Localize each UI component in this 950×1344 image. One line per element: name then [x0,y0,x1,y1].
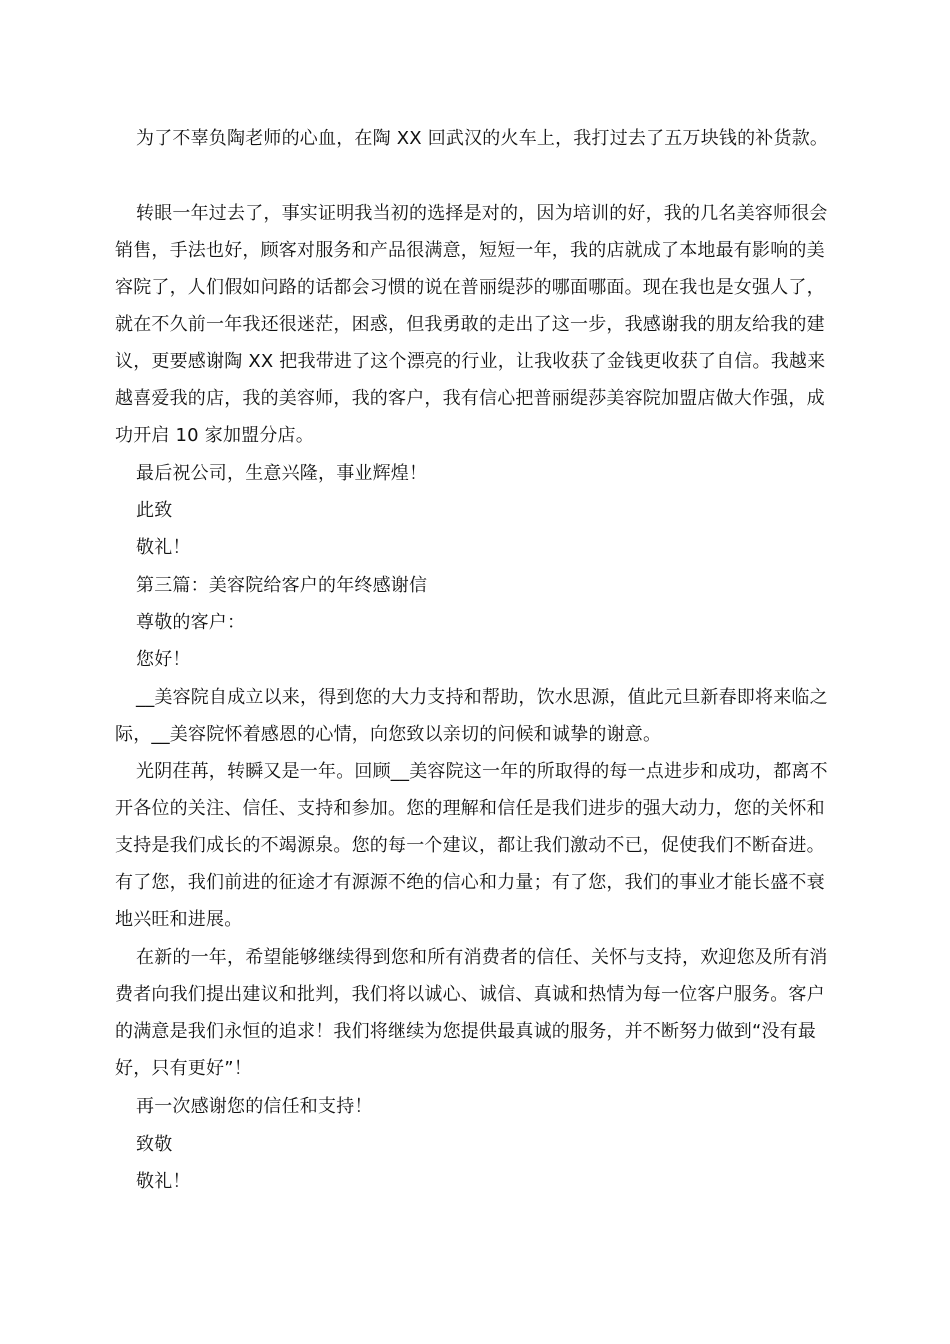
closing-regards-2: 敬礼！ [136,1171,191,1192]
closing-regards-1: 敬礼！ [136,537,191,558]
closing-salutation-1: 此致 [136,500,173,521]
paragraph-new-year: 在新的一年，希望能够继续得到您和所有消费者的信任、关怀与支持，欢迎您及所有消费者向我们提出建议和批判，我们将以诚心、诚信、真诚和热情为每一位客户服务。客户的满意是我们永恒的追求！我们将继续为您提供最真诚的服务，并不断努力做到“没有最好，只有更好”！ [115,947,828,1079]
paragraph-since-founding: __美容院自成立以来，得到您的大力支持和帮助，饮水思源，值此元旦新春即将来临之际，__美容院怀着感恩的心情，向您致以亲切的问候和诚挚的谢意。 [115,687,828,745]
paragraph-one-year-later: 转眼一年过去了，事实证明我当初的选择是对的，因为培训的好，我的几名美容师很会销售，手法也好，顾客对服务和产品很满意，短短一年，我的店就成了本地最有影响的美容院了，人们假如问路的话都会习惯的说在普丽缇莎的哪面哪面。现在我也是女强人了，就在不久前一年我还很迷茫，困惑，但我勇敢的走出了这一步，我感谢我的朋友给我的建议，更要感谢陶 XX 把我带进了这个漂亮的行业，让我收获了金钱更收获了自信。我越来越喜爱我的店，我的美容师，我的客户，我有信心把普丽缇莎美容院加盟店做大作强，成功开启 10 家加盟分店。 [115,203,828,446]
section-heading-third: 第三篇：美容院给客户的年终感谢信 [136,575,428,596]
closing-salutation-2: 致敬 [136,1134,173,1155]
greeting-dear-customer: 尊敬的客户： [136,612,246,633]
paragraph-replenishment-payment: 为了不辜负陶老师的心血，在陶 XX 回武汉的火车上，我打过去了五万块钱的补货款。 [136,128,829,149]
greeting-hello: 您好！ [136,649,191,670]
paragraph-best-wishes: 最后祝公司，生意兴隆，事业辉煌！ [136,463,428,484]
paragraph-time-flies: 光阴荏苒，转瞬又是一年。回顾__美容院这一年的所取得的每一点进步和成功，都离不开各位的关注、信任、支持和参加。您的理解和信任是我们进步的强大动力，您的关怀和支持是我们成长的不竭源泉。您的每一个建议，都让我们激动不已，促使我们不断奋进。有了您，我们前进的征途才有源源不绝的信心和力量；有了您，我们的事业才能长盛不衰地兴旺和进展。 [115,761,828,930]
paragraph-thanks-again: 再一次感谢您的信任和支持！ [136,1096,373,1117]
